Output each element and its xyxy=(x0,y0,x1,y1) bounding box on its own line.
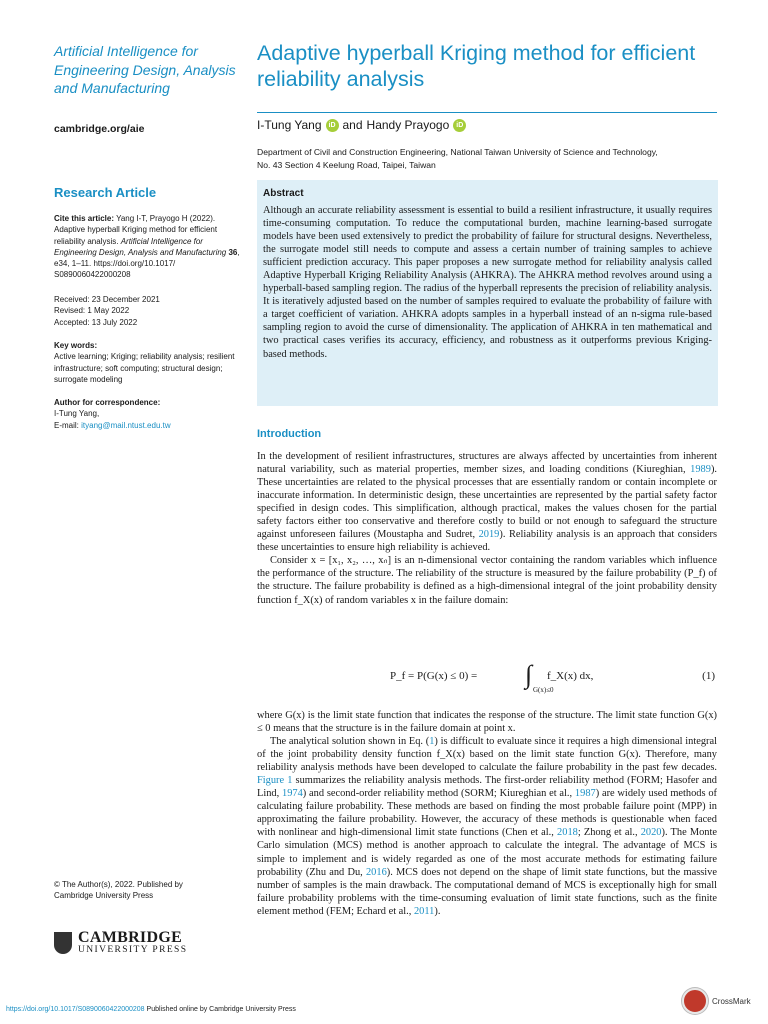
correspondence-name: I-Tung Yang, xyxy=(54,409,100,419)
keywords-block xyxy=(54,340,244,385)
affiliation-line: Department of Civil and Construction Engineering, National Taiwan University of Science and Technology, xyxy=(257,147,658,157)
citation-block xyxy=(54,213,244,281)
figure-link[interactable]: Figure 1 xyxy=(257,775,293,787)
citation-volume: 36 xyxy=(228,247,238,257)
copyright-notice xyxy=(54,879,244,902)
footer-doi xyxy=(6,1006,296,1013)
crest-icon xyxy=(54,932,72,954)
integral-domain: G(x)≤0 xyxy=(533,686,554,694)
paragraph: In the development of resilient infrastructures, structures are always affected by uncertainties from inherent natural variability, such as material properties, member sizes, and loading conditions (Kiureghian, 1989). These uncertainties are related to the physical processes that are essentially random or contain incomplete or inaccurate information. In deterministic design, these uncertainties are represented by the partial safety factor specified in design codes. This simplification, although practical, makes the values chosen for the partial safety factors either too conservative and therefore costly to build or not enough to safeguard the structure against unforeseen failures (Moustapha and Sudret, 2019). Reliability analysis is an approach that considers these uncertainties to ensure high reliability is achieved. xyxy=(257,451,717,554)
citation-journal: Artificial Intelligence for Engineering Design, Analysis and Manufacturing xyxy=(54,236,227,257)
reference-link[interactable]: 2018 xyxy=(557,827,578,839)
reference-link[interactable]: 2019 xyxy=(478,529,500,541)
title-divider xyxy=(257,112,717,113)
reference-link[interactable]: 1987 xyxy=(574,788,596,800)
integral-sign: ∫ xyxy=(525,660,533,689)
email-link[interactable]: ityang@mail.ntust.edu.tw xyxy=(81,420,171,430)
article-type: Research Article xyxy=(54,185,157,200)
article-dates xyxy=(54,294,244,328)
received-date: Received: 23 December 2021 xyxy=(54,295,160,304)
reference-link[interactable]: 1974 xyxy=(282,788,303,800)
reference-link[interactable]: 2020 xyxy=(640,827,662,839)
orcid-icon[interactable]: iD xyxy=(453,119,466,132)
author-list xyxy=(257,118,466,132)
doi-link[interactable]: https://doi.org/10.1017/S0890060422000208 xyxy=(6,1006,145,1013)
journal-site-link[interactable]: cambridge.org/aie xyxy=(54,123,145,135)
article-title-line: Adaptive hyperball Kriging method for efficient xyxy=(257,41,696,65)
author-conjunction: and xyxy=(342,118,363,132)
affiliation-line: No. 43 Section 4 Keelung Road, Taipei, Taiwan xyxy=(257,160,436,170)
equation-lhs: P_f = P(G(x) ≤ 0) = xyxy=(390,670,478,682)
published-note: Published online by Cambridge University Press xyxy=(144,1006,296,1013)
orcid-icon[interactable]: iD xyxy=(326,119,339,132)
citation-label: Cite this article: xyxy=(54,214,115,223)
cambridge-logo xyxy=(54,930,187,955)
body-text xyxy=(257,450,717,607)
paragraph: where G(x) is the limit state function that indicates the response of the structure. The limit state function G(x) ≤ 0 means that the structure is in the failure domain at point x. xyxy=(257,710,717,735)
paragraph: Consider x = [x₁, x₂, …, xₙ] is an n-dimensional vector containing the random variables which influence the performance of the structure. The reliability of the structure is measured by the failure probability (P_f) of the structure. The failure probability is defined as a high-dimensional integral of the joint probability density function f_X(x) of random variables x in the failure domain: xyxy=(257,555,717,606)
citation-text: Yang I-T, Prayogo H (2022). Adaptive hyperball Kriging method for efficient reliability analysis. xyxy=(54,214,218,246)
correspondence-label: Author for correspondence: xyxy=(54,398,161,407)
copyright-line: Cambridge University Press xyxy=(54,891,154,901)
journal-name-line: Engineering Design, Analysis xyxy=(54,61,236,78)
logo-name: CAMBRIDGE xyxy=(78,929,183,946)
email-label: E-mail: xyxy=(54,420,79,430)
abstract-box xyxy=(257,180,718,406)
reference-link[interactable]: 2011 xyxy=(413,905,435,917)
article-title xyxy=(257,40,727,92)
copyright-line: © The Author(s), 2022. Published by xyxy=(54,880,183,889)
affiliation xyxy=(257,146,717,172)
keywords-list: Active learning; Kriging; reliability analysis; resilient infrastructure; soft computing; structural design; surrogate modeling xyxy=(54,352,235,384)
citation-rest[interactable]: , e34, 1–11. https://doi.org/10.1017/ S0890060422000208 xyxy=(54,247,240,280)
crossmark-label[interactable]: CrossMark xyxy=(712,996,751,1006)
equation xyxy=(257,662,717,698)
crossmark-button[interactable] xyxy=(682,988,751,1014)
author-name[interactable]: Handy Prayogo xyxy=(366,118,450,132)
crossmark-icon[interactable] xyxy=(682,988,708,1014)
body-text xyxy=(257,709,717,918)
paragraph: The analytical solution shown in Eq. (1) is difficult to evaluate since it requires a high dimensional integral of the joint probability density function f_X(x) based on the limit state function G(x). Therefore, many reliability analysis methods have been developed to calculate the failure probability in the past few decades. Figure 1 summarizes the reliability analysis methods. The first-order reliability method (FORM; Hasofer and Lind, 1974) and second-order reliability method (SORM; Kiureghian et al., 1987) are widely used methods of calculating failure probability. These methods are based on finding the most probable failure point (MPP) in approximating the failure probability. However, the accuracy of these methods is questionable when faced with nonlinear and high-dimensional limit state functions (Chen et al., 2018; Zhong et al., 2020). The Monte Carlo simulation (MCS) method is another approach to calculate the integral. The advantage of MCS is simple to implement and is widely regarded as one of the most accurate methods for estimating failure probability (Zhu and Du, 2016). MCS does not depend on the shape of limit state functions, but the massive number of samples is the main drawback. The computational demand of MCS is exceptionally high for small failure probability problems with the time-consuming evaluation of limit state functions, such as the finite element method (FEM; Echard et al., 2011). xyxy=(257,736,718,917)
section-heading: Introduction xyxy=(257,428,322,440)
revised-date: Revised: 1 May 2022 xyxy=(54,306,130,316)
logo-subtitle: UNIVERSITY PRESS xyxy=(78,945,188,955)
correspondence-block xyxy=(54,397,244,431)
equation-rhs: f_X(x) dx, xyxy=(547,670,594,682)
accepted-date: Accepted: 13 July 2022 xyxy=(54,317,138,327)
author-name[interactable]: I-Tung Yang xyxy=(257,118,322,132)
keywords-label: Key words: xyxy=(54,341,98,350)
equation-number: (1) xyxy=(702,670,715,682)
equation-link[interactable]: 1 xyxy=(429,736,435,748)
abstract-heading: Abstract xyxy=(263,188,304,199)
reference-link[interactable]: 2016 xyxy=(365,866,387,878)
journal-name-line: and Manufacturing xyxy=(54,80,170,96)
article-title-line: reliability analysis xyxy=(257,67,425,91)
journal-name-line: Artificial Intelligence for xyxy=(54,43,198,59)
abstract-text: Although an accurate reliability assessment is essential to build a resilient infrastructure, it usually requires time-consuming computation. To reduce the computational burden, machine learning-based surrogate models have been used extensively to predict the probability of failure for structural designs. Nevertheless, the surrogate model still needs to compute and assess a certain number of training samples to achieve sufficient prediction accuracy. This paper proposes a new surrogate method for reliability analysis called Adaptive Hyperball Kriging Reliability Analysis (AHKRA). The AHKRA method revolves around using a hyperball-based sampling region. The radius of the hyperball represents the precision of reliability analysis. It is iteratively adjusted based on the number of samples required to evaluate the probability of failure with a target coefficient of variation. AHKRA adopts samples in a hyperball instead of an n-sigma rule-based sampling region to avoid the curse of dimensionality. The application of AHKRA in ten mathematical and two practical cases verifies its accuracy, efficiency, and robustness as it outperforms previous Kriging-based methods. xyxy=(263,205,712,360)
journal-name xyxy=(54,42,244,98)
reference-link[interactable]: 1989 xyxy=(690,464,711,476)
